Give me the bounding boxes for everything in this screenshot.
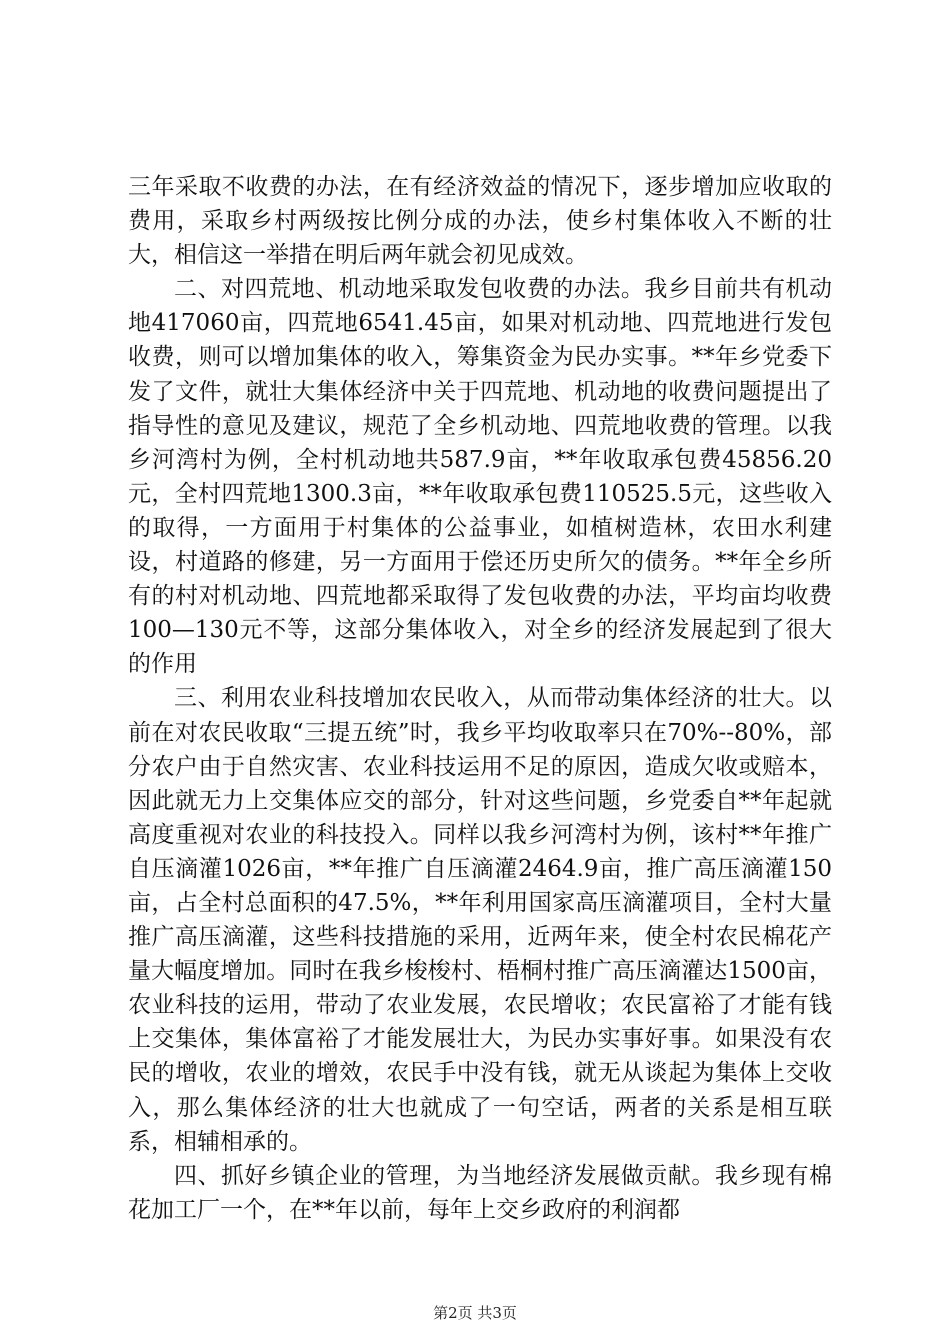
document-body <box>128 170 832 1227</box>
paragraph-continuation: 三年采取不收费的办法，在有经济效益的情况下，逐步增加应收取的费用，采取乡村两级按比例分成的办法，使乡村集体收入不断的壮大，相信这一举措在明后两年就会初见成效。 <box>128 174 832 269</box>
paragraph-section-three: 三、利用农业科技增加农民收入，从而带动集体经济的壮大。以前在对农民收取“三提五统”时，我乡平均收取率只在70%--80%，部分农户由于自然灾害、农业科技运用不足的原因，造成欠收或赔本，因此就无力上交集体应交的部分，针对这些问题，乡党委自**年起就高度重视对农业的科技投入。同样以我乡河湾村为例，该村**年推广自压滴灌1026亩，**年推广自压滴灌2464.9亩，推广高压滴灌150亩，占全村总面积的47.5%，**年利用国家高压滴灌项目，全村大量推广高压滴灌，这些科技措施的采用，近两年来，使全村农民棉花产量大幅度增加。同时在我乡梭梭村、梧桐村推广高压滴灌达1500亩，农业科技的运用，带动了农业发展，农民增收；农民富裕了才能有钱上交集体，集体富裕了才能发展壮大，为民办实事好事。如果没有农民的增收，农业的增效，农民手中没有钱，就无从谈起为集体上交收入，那么集体经济的壮大也就成了一句空话，两者的关系是相互联系，相辅相承的。 <box>128 685 832 1155</box>
page-number-footer: 第2页 共3页 <box>433 1304 517 1322</box>
paragraph-section-four: 四、抓好乡镇企业的管理，为当地经济发展做贡献。我乡现有棉花加工厂一个，在**年以前，每年上交乡政府的利润都 <box>128 1162 832 1223</box>
paragraph-section-two: 二、对四荒地、机动地采取发包收费的办法。我乡目前共有机动地417060亩，四荒地6541.45亩，如果对机动地、四荒地进行发包收费，则可以增加集体的收入，筹集资金为民办实事。**年乡党委下发了文件，就壮大集体经济中关于四荒地、机动地的收费问题提出了指导性的意见及建议，规范了全乡机动地、四荒地收费的管理。以我乡河湾村为例，全村机动地共587.9亩，**年收取承包费45856.20元，全村四荒地1300.3亩，**年收取承包费110525.5元，这些收入的取得，一方面用于村集体的公益事业，如植树造林，农田水利建设，村道路的修建，另一方面用于偿还历史所欠的债务。**年全乡所有的村对机动地、四荒地都采取得了发包收费的办法，平均亩均收费100—130元不等，这部分集体收入，对全乡的经济发展起到了很大的作用 <box>128 276 832 678</box>
